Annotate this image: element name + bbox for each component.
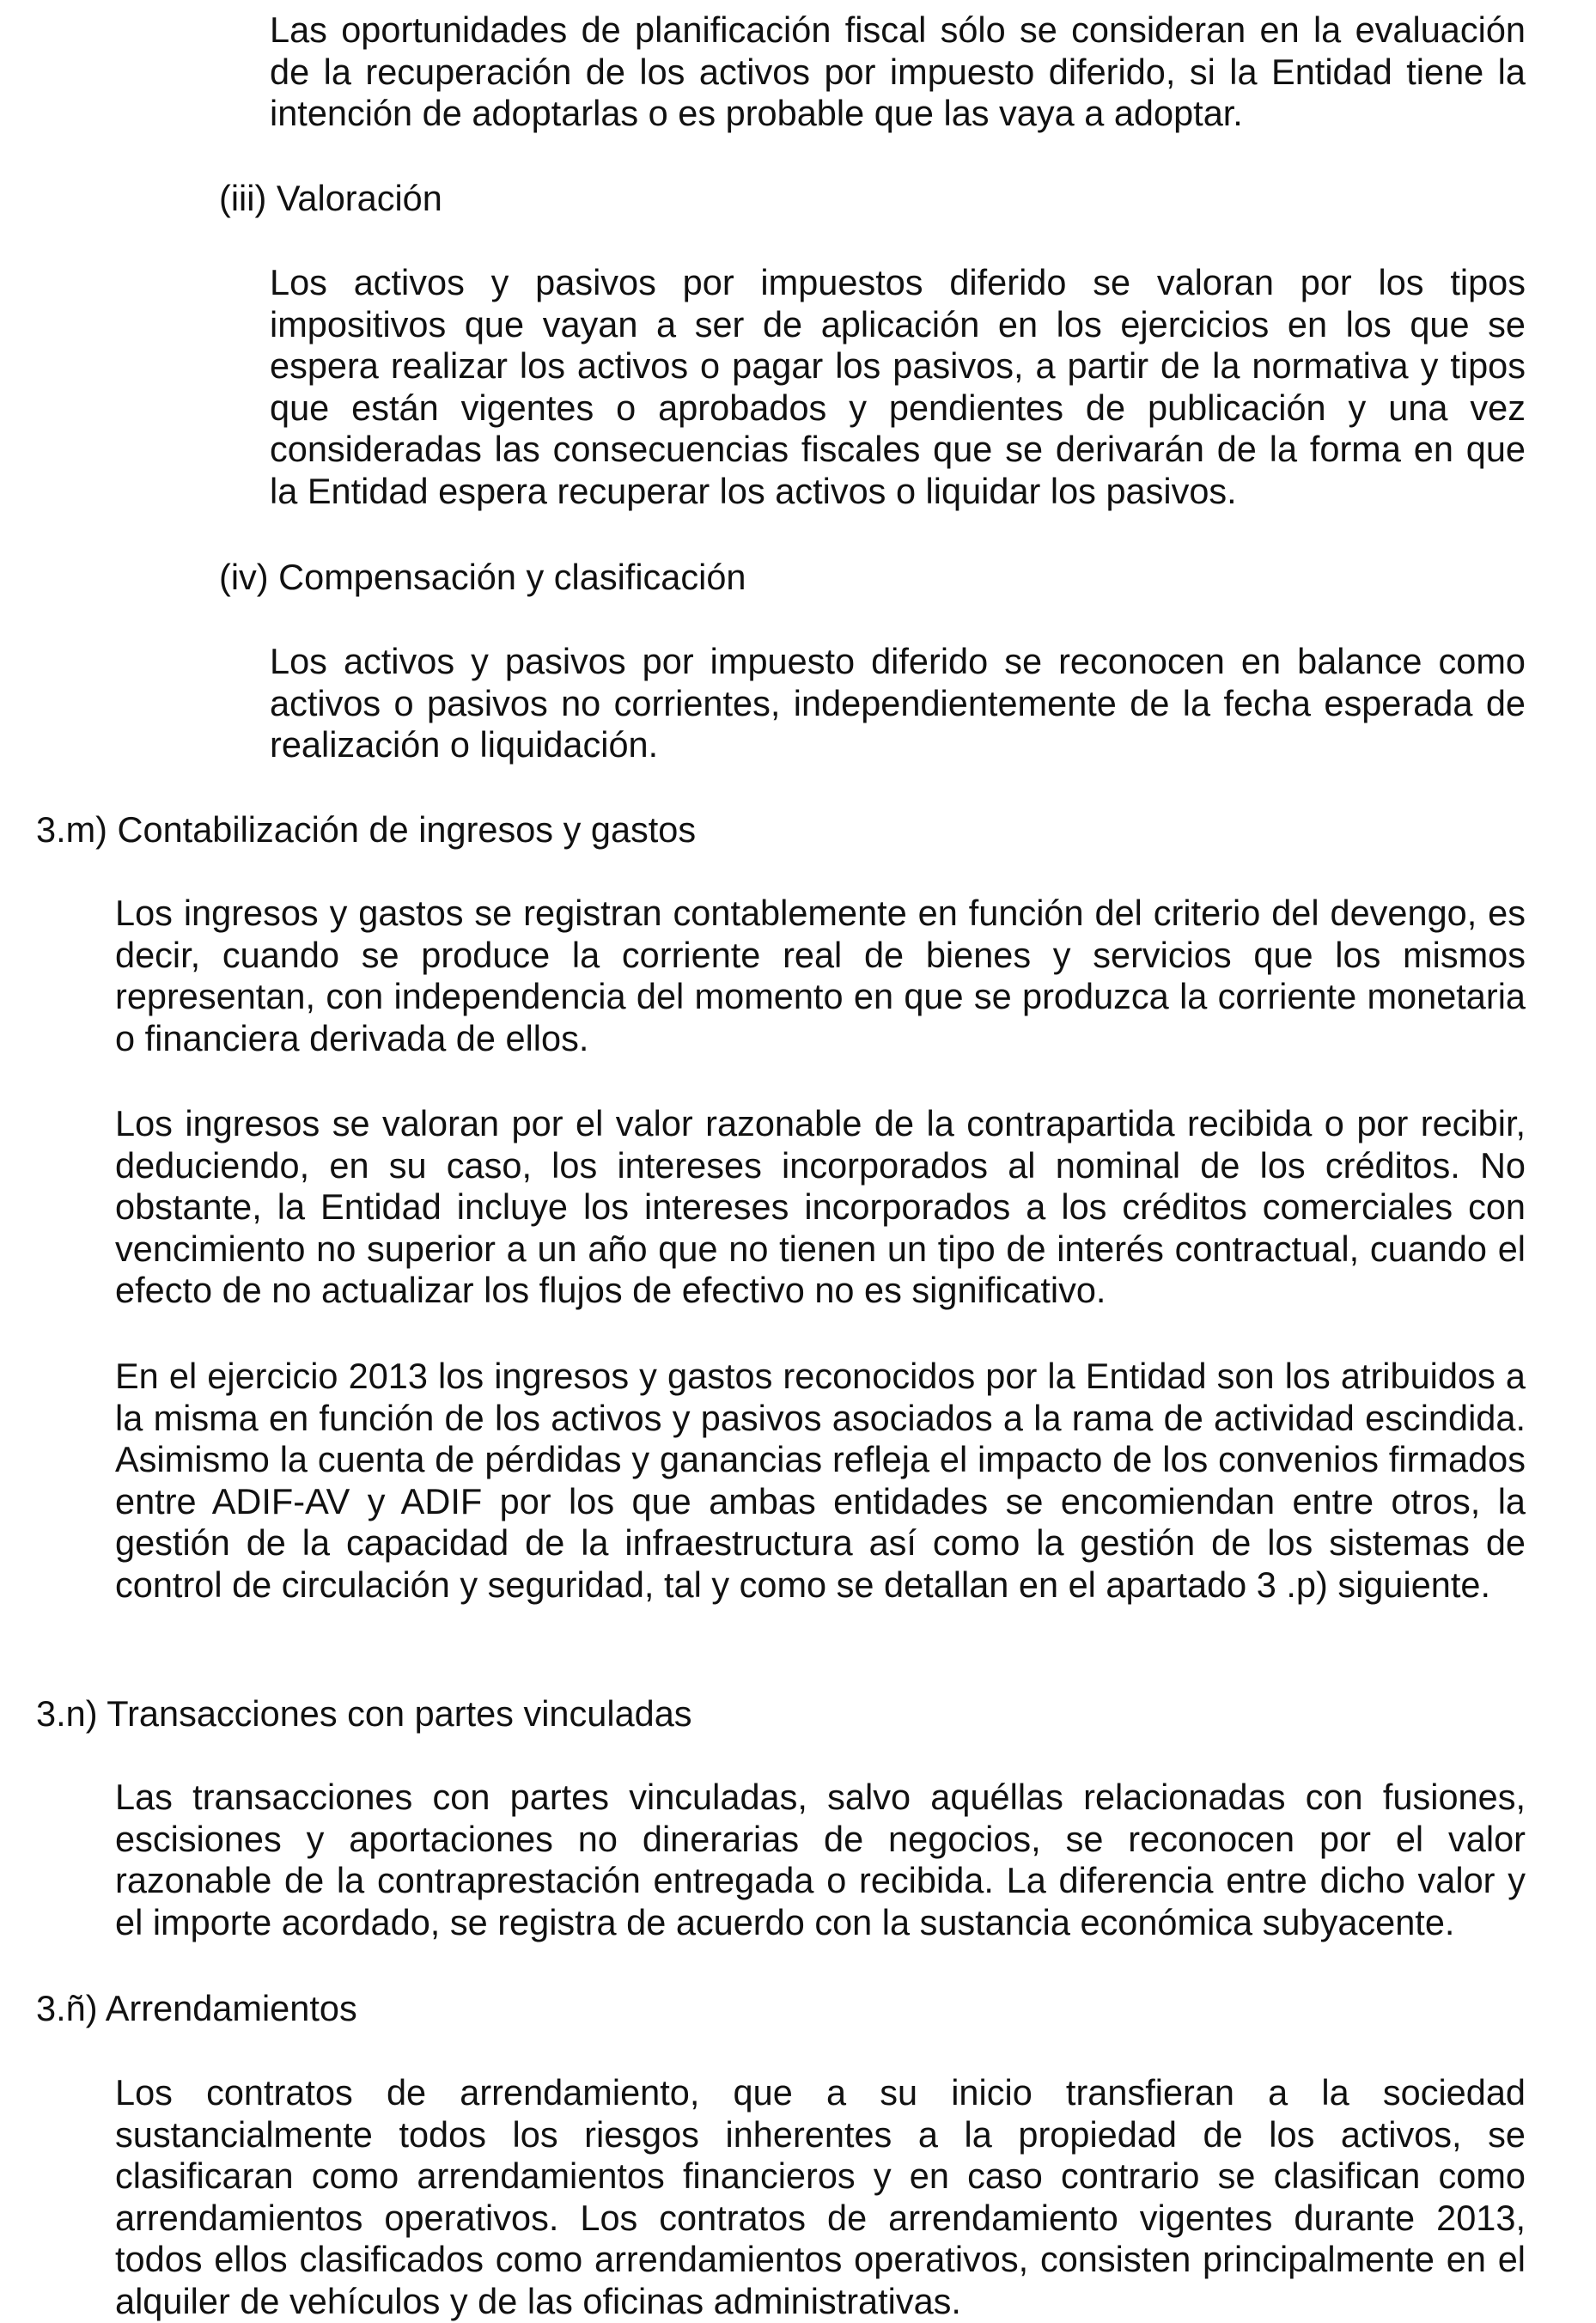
- ingresos-gastos-paragraph-1: Los ingresos y gastos se registran contablemente en función del criterio del devengo, es decir, cuando se produce la corriente real de bienes y servicios que los mismos representan, con independencia del momento en que se produzca la corriente monetaria o financiera derivada de ellos.: [115, 893, 1526, 1058]
- section-heading-arrendamientos: 3.ñ) Arrendamientos: [36, 1988, 357, 2028]
- arrendamientos-paragraph: Los contratos de arrendamiento, que a su inicio transfieran a la sociedad sustancialmente todos los riesgos inherentes a la propiedad de los activos, se clasificaran como arrendamientos financieros y en caso contrario se clasifican como arrendamientos operativos. Los contratos de arrendamiento vigentes durante 2013, todos ellos clasificados como arrendamientos operativos, consisten principalmente en el alquiler de vehículos y de las oficinas administrativas.: [115, 2072, 1526, 2321]
- compensacion-paragraph: Los activos y pasivos por impuesto diferido se reconocen en balance como activos o pasivos no corrientes, independientemente de la fecha esperada de realización o liquidación.: [270, 641, 1526, 765]
- ingresos-gastos-paragraph-2: Los ingresos se valoran por el valor razonable de la contrapartida recibida o por recibir, deduciendo, en su caso, los intereses incorporados al nominal de los créditos. No obstante, la Entidad incluye los intereses incorporados a los créditos comerciales con vencimiento no superior a un año que no tienen un tipo de interés contractual, cuando el efecto de no actualizar los flujos de efectivo no es significativo.: [115, 1103, 1526, 1311]
- ingresos-gastos-paragraph-3: En el ejercicio 2013 los ingresos y gastos reconocidos por la Entidad son los atribuidos a la misma en función de los activos y pasivos asociados a la rama de actividad escindida. Asimismo la cuenta de pérdidas y ganancias refleja el impacto de los convenios firmados entre ADIF-AV y ADIF por los que ambas entidades se encomiendan entre otros, la gestión de la capacidad de la infraestructura así como la gestión de los sistemas de control de circulación y seguridad, tal y como se detallan en el apartado 3 .p) siguiente.: [115, 1356, 1526, 1605]
- intro-paragraph: Las oportunidades de planificación fiscal sólo se consideran en la evaluación de la recuperación de los activos por impuesto diferido, si la Entidad tiene la intención de adoptarlas o es probable que las vaya a adoptar.: [270, 9, 1526, 134]
- subsection-heading-compensacion: (iv) Compensación y clasificación: [219, 557, 746, 597]
- valoracion-paragraph: Los activos y pasivos por impuestos diferido se valoran por los tipos impositivos que vayan a ser de aplicación en los ejercicios en los que se espera realizar los activos o pagar los pasivos, a partir de la normativa y tipos que están vigentes o aprobados y pendientes de publicación y una vez consideradas las consecuencias fiscales que se derivarán de la forma en que la Entidad espera recuperar los activos o liquidar los pasivos.: [270, 262, 1526, 511]
- partes-vinculadas-paragraph: Las transacciones con partes vinculadas, salvo aquéllas relacionadas con fusiones, escisiones y aportaciones no dinerarias de negocios, se reconocen por el valor razonable de la contraprestación entregada o recibida. La diferencia entre dicho valor y el importe acordado, se registra de acuerdo con la sustancia económica subyacente.: [115, 1777, 1526, 1942]
- subsection-heading-valoracion: (iii) Valoración: [219, 178, 442, 218]
- section-heading-partes-vinculadas: 3.n) Transacciones con partes vinculadas: [36, 1693, 692, 1734]
- section-heading-ingresos-gastos: 3.m) Contabilización de ingresos y gastos: [36, 809, 697, 850]
